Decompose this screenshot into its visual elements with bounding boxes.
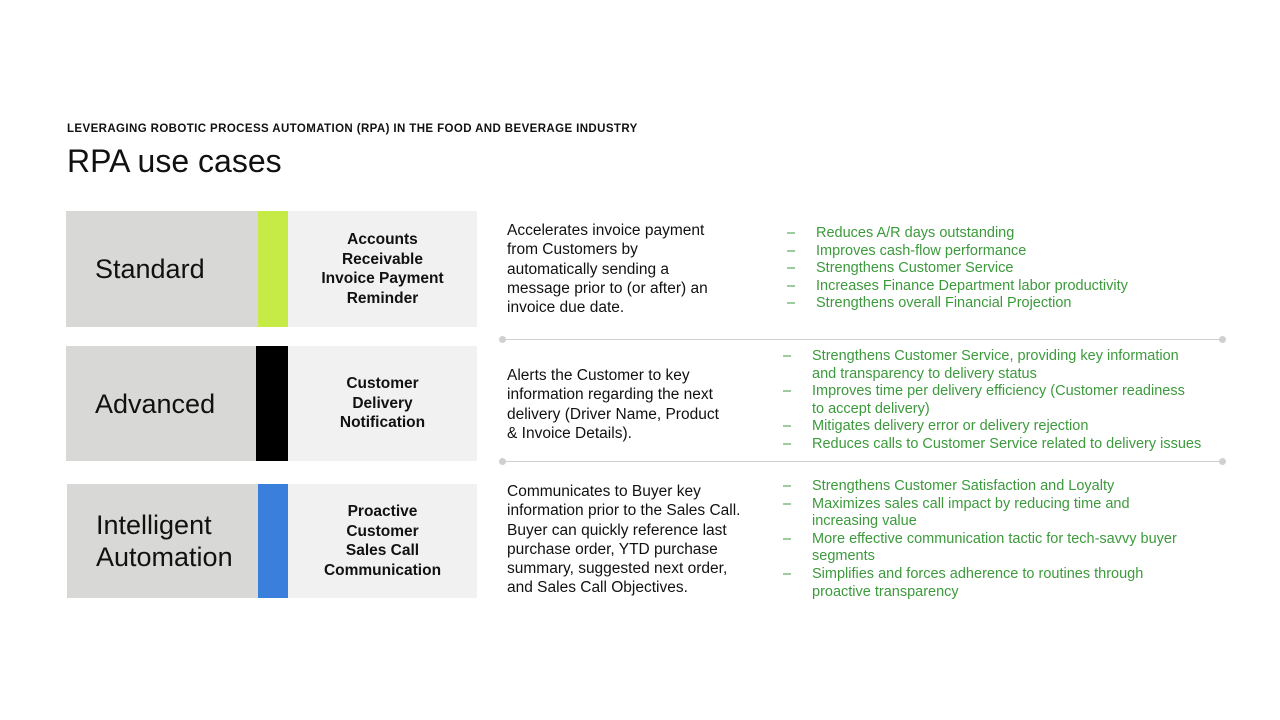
description-line: message prior to (or after) an: [507, 279, 708, 297]
tier-label: [67, 484, 258, 598]
use-case-title-line: Delivery: [352, 394, 413, 412]
tier-label: Advanced: [66, 346, 256, 461]
benefit-item: – Reduces A/R days outstanding: [816, 225, 1128, 243]
benefit-item: [812, 436, 1201, 454]
use-case-title-line: Receivable: [341, 250, 423, 268]
description-line: Accelerates invoice payment: [507, 222, 705, 239]
use-case-title: [288, 346, 477, 461]
use-case-title-line: Invoice Payment: [321, 270, 444, 287]
row-divider: [503, 339, 1222, 340]
row-divider: [503, 461, 1222, 462]
benefits-list: [816, 225, 1128, 313]
benefit-line: – Maximizes sales call impact by reducing time and: [812, 495, 1130, 512]
use-case-title-line: Proactive: [347, 503, 418, 520]
benefit-line: – More effective communication tactic for tech-savvy buyer: [812, 530, 1177, 547]
benefit-line: – Strengthens Customer Satisfaction and Loyalty: [812, 478, 1115, 494]
benefit-line: proactive transparency: [812, 583, 959, 600]
description-line: information regarding the next: [507, 386, 713, 404]
benefit-item: – Strengthens overall Financial Projection: [816, 295, 1128, 313]
use-case-title-line: Notification: [339, 414, 426, 432]
tier-label: Standard: [66, 211, 258, 327]
benefit-line: – Simplifies and forces adherence to routines through: [812, 565, 1144, 582]
tier-label-line: Automation: [96, 542, 233, 572]
tier-accent-bar: [256, 346, 288, 461]
benefit-line: – Reduces calls to Customer Service related to delivery issues: [812, 435, 1202, 452]
description-line: Buyer can quickly reference last: [507, 521, 727, 539]
benefit-item: [812, 383, 1201, 418]
tier-accent-bar: [258, 211, 288, 327]
description-line: Communicates to Buyer key: [507, 483, 701, 500]
use-case-description: [507, 221, 708, 317]
slide-kicker: LEVERAGING ROBOTIC PROCESS AUTOMATION (RPA) IN THE FOOD AND BEVERAGE INDUSTRY: [67, 123, 638, 135]
slide-title: RPA use cases: [67, 143, 282, 179]
description-line: from Customers by: [507, 241, 638, 259]
use-case-title: [288, 484, 477, 598]
benefit-item: – Improves cash-flow performance: [816, 243, 1128, 261]
use-case-description: [507, 366, 719, 443]
use-case-title-line: Accounts: [347, 231, 418, 248]
benefit-line: segments: [812, 548, 875, 565]
description-line: summary, suggested next order,: [507, 560, 728, 578]
tier-label-line: Intelligent: [96, 510, 212, 540]
description-line: and Sales Call Objectives.: [507, 579, 688, 597]
benefit-item: [812, 566, 1177, 601]
description-line: & Invoice Details).: [507, 424, 632, 442]
description-line: automatically sending a: [507, 260, 669, 278]
benefit-line: to accept delivery): [812, 400, 930, 417]
benefit-line: – Strengthens Customer Service, providing key information: [812, 348, 1179, 364]
use-case-title-line: Communication: [323, 561, 442, 579]
benefit-line: increasing value: [812, 513, 917, 530]
description-line: invoice due date.: [507, 299, 625, 317]
use-case-title-line: Reminder: [346, 289, 419, 307]
benefit-item: – Strengthens Customer Service: [816, 260, 1128, 278]
benefits-list: [812, 348, 1201, 454]
use-case-title-line: Sales Call: [345, 542, 420, 559]
use-case-title-line: Customer: [346, 375, 419, 393]
description-line: delivery (Driver Name, Product: [507, 405, 719, 423]
benefit-item: [812, 478, 1177, 496]
benefit-line: and transparency to delivery status: [812, 365, 1037, 382]
benefit-item: – Increases Finance Department labor productivity: [816, 278, 1128, 296]
description-line: information prior to the Sales Call.: [507, 502, 741, 520]
benefit-item: [812, 496, 1177, 531]
benefit-line: – Improves time per delivery efficiency (Customer readiness: [812, 383, 1185, 400]
benefit-line: – Mitigates delivery error or delivery rejection: [812, 418, 1089, 435]
benefits-list: [812, 478, 1177, 601]
benefit-item: [812, 418, 1201, 436]
use-case-description: [507, 482, 740, 598]
benefit-item: [812, 348, 1201, 383]
description-line: Alerts the Customer to key: [507, 367, 690, 384]
tier-accent-bar: [258, 484, 288, 598]
description-line: purchase order, YTD purchase: [507, 540, 718, 558]
use-case-title: [288, 211, 477, 327]
use-case-title-line: Customer: [346, 522, 419, 540]
benefit-item: [812, 531, 1177, 566]
